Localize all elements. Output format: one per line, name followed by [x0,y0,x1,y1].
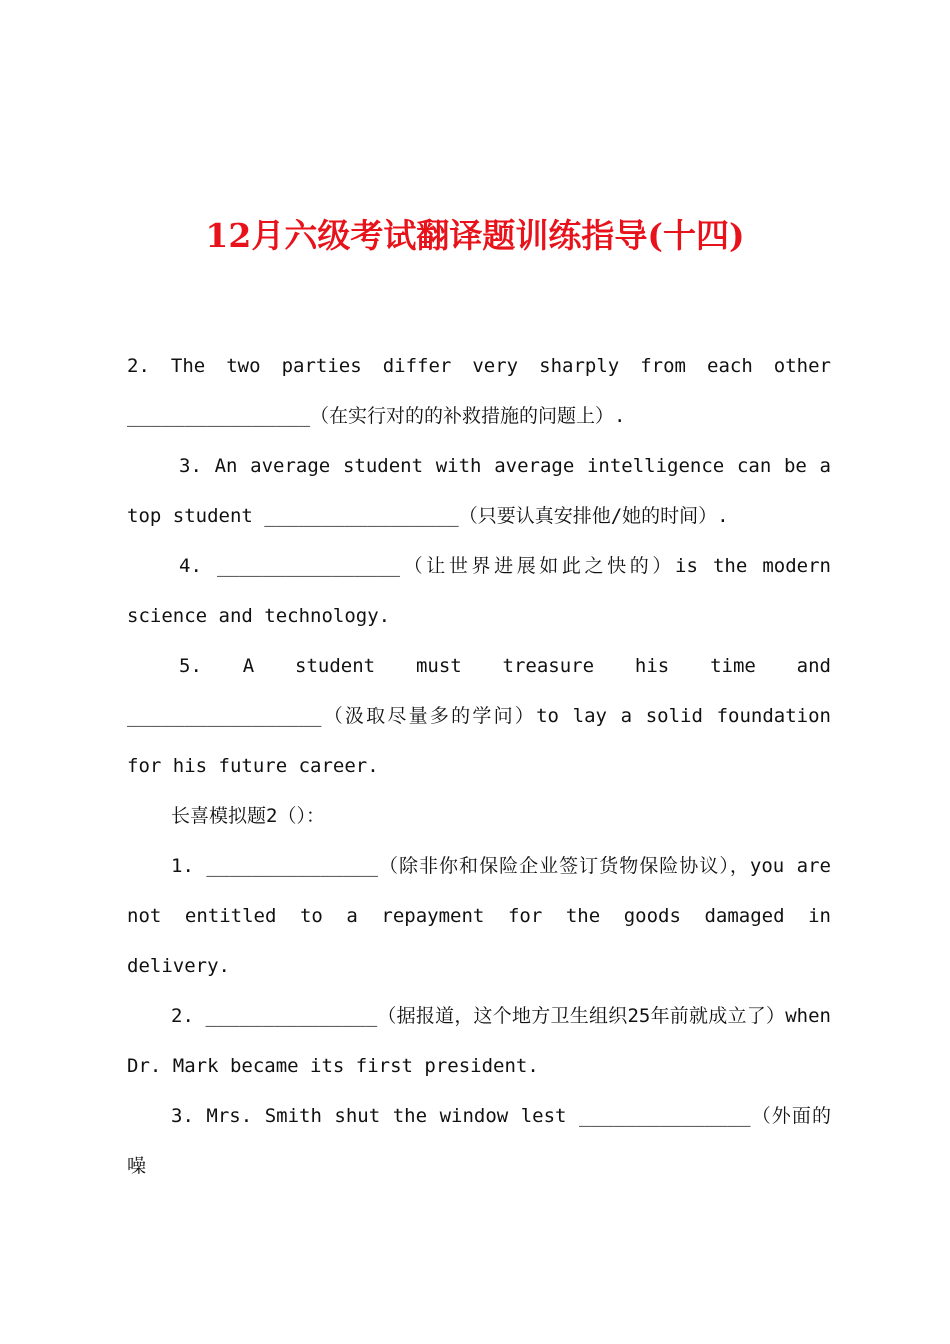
section-heading: 长喜模拟题2（）： [171,805,325,827]
paragraph-item-5: 5. A student must treasure his time and _________________（汲取尽量多的学问）to lay a solid foundation for his future career. [127,655,831,777]
paragraph-item-2: 2. The two parties differ very sharply from each other ________________（在实行对的的补救措施的问题上）. [127,355,831,427]
document-title: 12月六级考试翻译题训练指导(十四) [205,216,745,255]
paragraph-item-4: 4. ________________（让世界进展如此之快的）is the modern science and technology. [127,555,831,627]
section-paragraph-item-2: 2. _______________（据报道，这个地方卫生组织25年前就成立了）when Dr. Mark became its first president. [127,1005,831,1077]
document-body [127,341,831,1191]
section-paragraph-item-1: 1. _______________（除非你和保险企业签订货物保险协议），you are not entitled to a repayment for the goods damaged in delivery. [127,855,831,977]
section-paragraph-item-3: 3. Mrs. Smith shut the window lest _______________（外面的噪 [127,1105,831,1177]
paragraph-item-3: 3. An average student with average intelligence can be a top student _________________（只要认真安排他/她的时间）. [127,455,831,527]
